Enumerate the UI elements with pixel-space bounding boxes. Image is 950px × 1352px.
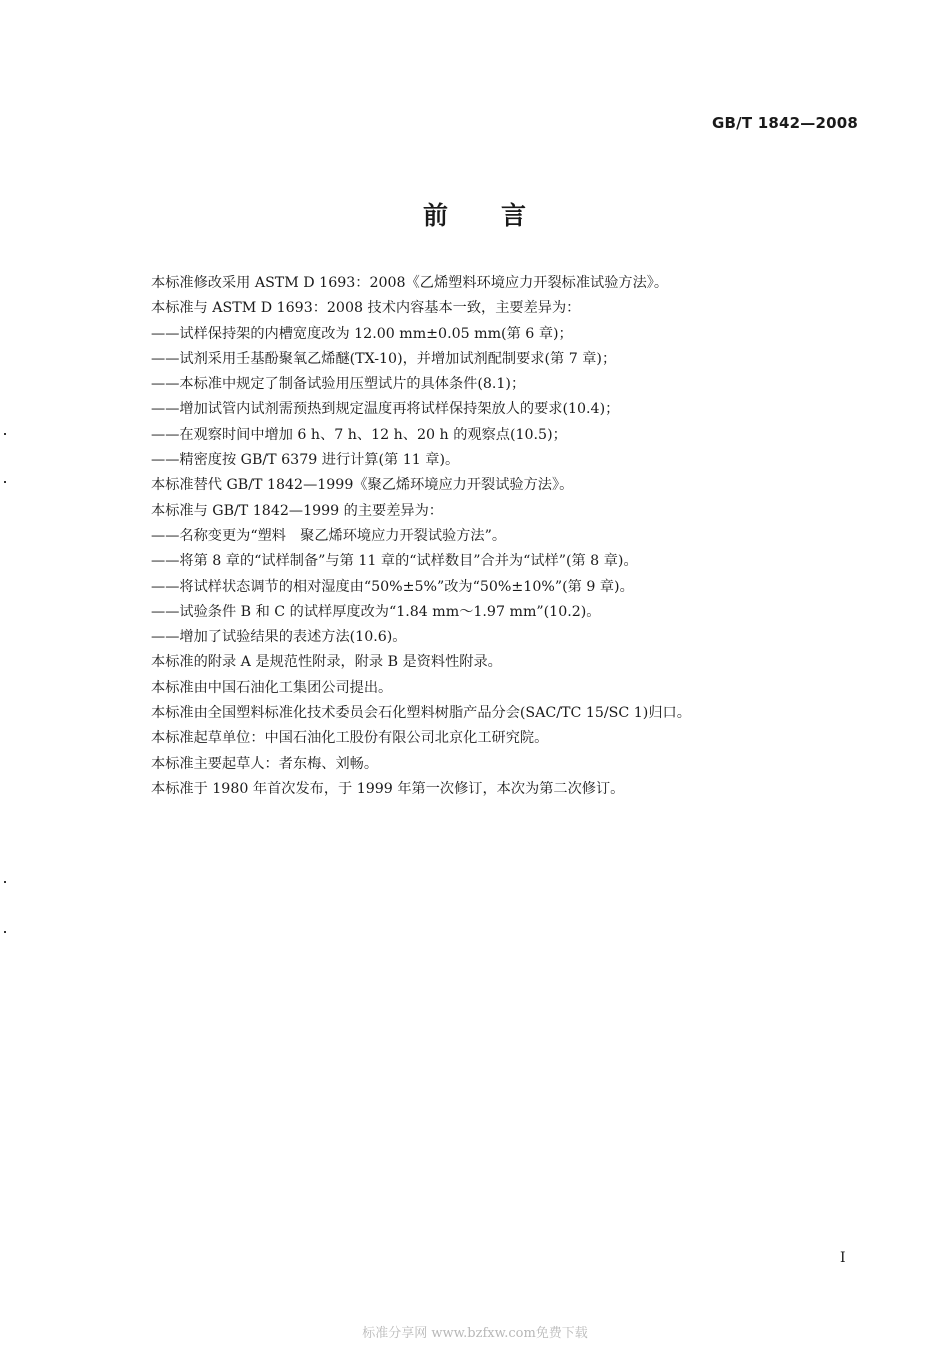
watermark: 标准分享网 www.bzfxw.com免费下载 [362, 1326, 588, 1341]
foreword-body [151, 271, 851, 802]
text-line: 本标准主要起草人：者东梅、刘畅。 [151, 755, 379, 772]
page-number: I [840, 1250, 846, 1266]
text-line: 本标准与 ASTM D 1693：2008 技术内容基本一致，主要差异为： [151, 300, 581, 317]
text-line: ——试验条件 B 和 C 的试样厚度改为“1.84 mm～1.97 mm”(10.2)。 [151, 603, 601, 620]
text-line: ——将试样状态调节的相对湿度由“50%±5%”改为“50%±10%”(第 9 章)。 [151, 578, 634, 595]
standard-number: GB/T 1842—2008 [712, 114, 858, 132]
text-line: ——本标准中规定了制备试验用压塑试片的具体条件(8.1)； [151, 376, 526, 393]
text-line: ——在观察时间中增加 6 h、7 h、12 h、20 h 的观察点(10.5)； [151, 426, 567, 443]
text-line: ——增加试管内试剂需预热到规定温度再将试样保持架放人的要求(10.4)； [151, 401, 620, 418]
text-line: ——精密度按 GB/T 6379 进行计算(第 11 章)。 [151, 452, 460, 469]
text-line: ——试样保持架的内槽宽度改为 12.00 mm±0.05 mm(第 6 章)； [151, 325, 573, 342]
scan-speck [4, 433, 6, 435]
scan-speck [4, 481, 6, 483]
text-line: 本标准起草单位：中国石油化工股份有限公司北京化工研究院。 [151, 730, 549, 747]
text-line: 本标准与 GB/T 1842—1999 的主要差异为： [151, 502, 443, 519]
text-line: ——将第 8 章的“试样制备”与第 11 章的“试样数目”合并为“试样”(第 8 章)。 [151, 553, 638, 570]
page-title [0, 196, 950, 232]
text-line: 本标准替代 GB/T 1842—1999《聚乙烯环境应力开裂试验方法》。 [151, 477, 574, 494]
text-line: 本标准修改采用 ASTM D 1693：2008《乙烯塑料环境应力开裂标准试验方法》。 [151, 275, 669, 291]
scan-speck [4, 881, 6, 883]
text-line: 本标准的附录 A 是规范性附录，附录 B 是资料性附录。 [151, 654, 502, 671]
scan-speck [4, 931, 6, 933]
text-line: ——增加了试验结果的表述方法(10.6)。 [151, 629, 407, 646]
page-title-char-2: 言 [501, 201, 528, 230]
text-line: 本标准于 1980 年首次发布，于 1999 年第一次修订，本次为第二次修订。 [151, 780, 625, 797]
text-line: 本标准由中国石油化工集团公司提出。 [151, 679, 393, 696]
page-title-char-1: 前 [422, 201, 449, 230]
text-line: ——试剂采用壬基酚聚氧乙烯醚(TX-10)，并增加试剂配制要求(第 7 章)； [151, 350, 617, 367]
text-line: 本标准由全国塑料标准化技术委员会石化塑料树脂产品分会(SAC/TC 15/SC 1)归口。 [151, 705, 691, 722]
text-line: ——名称变更为“塑料 聚乙烯环境应力开裂试验方法”。 [151, 527, 507, 544]
